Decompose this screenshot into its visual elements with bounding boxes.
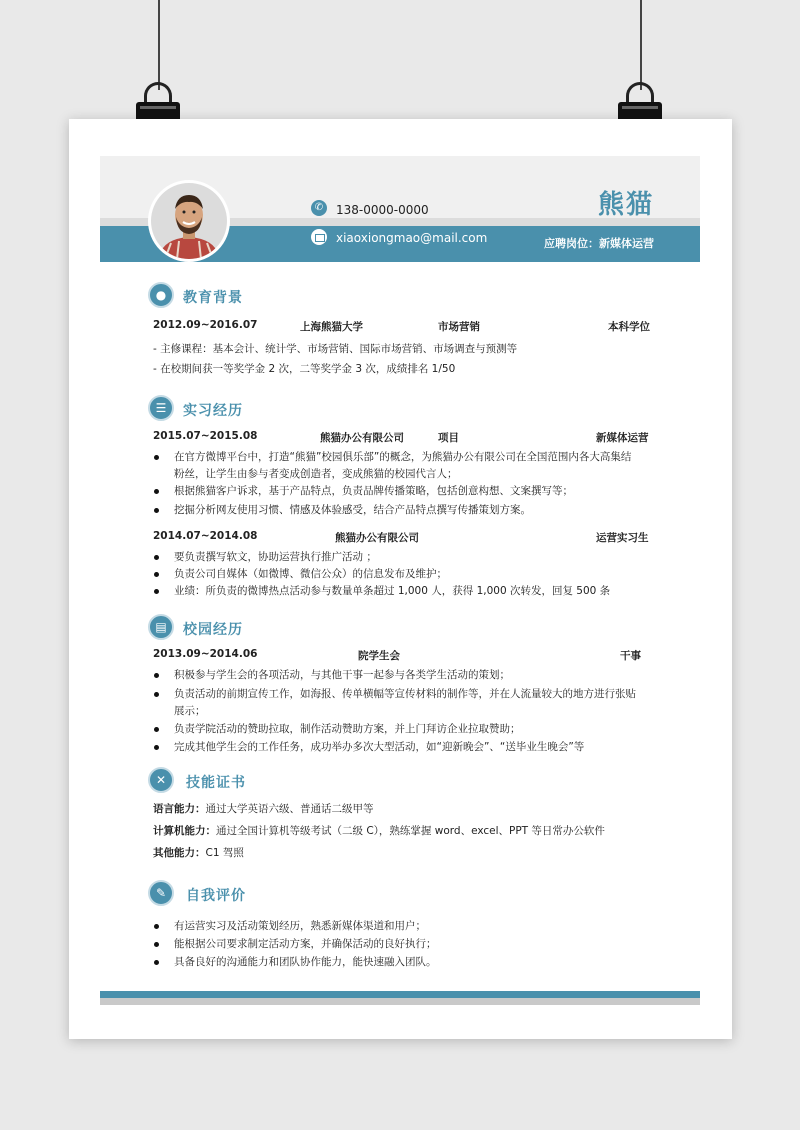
bullet-dot xyxy=(154,960,159,965)
email-address: xiaoxiongmao@mail.com xyxy=(336,231,488,245)
candidate-name: 熊猫 xyxy=(597,190,654,220)
job1-company: 熊猫办公有限公司 xyxy=(320,432,404,444)
job1-bullet-3: 挖掘分析网友使用习惯、情感及体验感受，结合产品特点撰写传播策划方案。 xyxy=(174,504,531,516)
job1-role: 新媒体运营 xyxy=(596,432,649,444)
list-icon: ☰ xyxy=(148,395,174,421)
job2-bullet-3: 业绩：所负责的微博热点活动参与数量单条超过 1,000 人，获得 1,000 次转发，回复 500 条 xyxy=(174,585,611,597)
job2-bullet-1: 要负责撰写软文，协助运营执行推广活动 ； xyxy=(174,551,377,563)
skill-language-value: 通过大学英语六级、普通话二级甲等 xyxy=(205,803,374,815)
job1-bullet-2: 根据熊猫客户诉求，基于产品特点，负责品牌传播策略，包括创意构想、文案撰写等； xyxy=(174,485,573,497)
job2-role: 运营实习生 xyxy=(596,532,649,544)
skill-other-value: C1 驾照 xyxy=(205,847,244,859)
self-eval-bullet-1: 有运营实习及活动策划经历，熟悉新媒体渠道和用户； xyxy=(174,920,426,932)
section-title-internship: 实习经历 xyxy=(183,403,243,419)
bullet-dot xyxy=(154,589,159,594)
footer-bar-gray xyxy=(100,998,700,1005)
bullet-dot xyxy=(154,489,159,494)
phone-icon: ✆ xyxy=(311,200,327,216)
job1-type: 项目 xyxy=(438,432,459,444)
job2-bullet-2: 负责公司自媒体（如微博、微信公众）的信息发布及维护； xyxy=(174,568,447,580)
job1-bullet-1-line-1: 在官方微博平台中，打造“熊猫”校园俱乐部”的概念，为熊猫办公有限公司在全国范围内各大高集结 xyxy=(174,451,632,463)
campus-bullet-3: 负责学院活动的赞助拉取，制作活动赞助方案，并上门拜访企业拉取赞助； xyxy=(174,723,521,735)
hanging-wire-left xyxy=(158,0,160,90)
edu-degree: 本科学位 xyxy=(608,321,650,333)
edu-school: 上海熊猫大学 xyxy=(300,321,363,333)
bullet-dot xyxy=(154,455,159,460)
document-icon: ▤ xyxy=(148,614,174,640)
self-eval-bullet-2: 能根据公司要求制定活动方案，并确保活动的良好执行； xyxy=(174,938,437,950)
campus-bullet-4: 完成其他学生会的工作任务，成功举办多次大型活动，如“迎新晚会”、“送毕业生晚会”等 xyxy=(174,741,585,753)
bullet-dot xyxy=(154,673,159,678)
section-title-skills: 技能证书 xyxy=(186,775,246,791)
job-intent: 应聘岗位：新媒体运营 xyxy=(544,237,654,250)
edu-major: 市场营销 xyxy=(438,321,480,333)
footer-bar-accent xyxy=(100,991,700,998)
skill-computer-value: 通过全国计算机等级考试（二级 C），熟练掌握 word、excel、PPT 等日常办公软件 xyxy=(216,825,605,837)
campus-bullet-2-line-2: 展示； xyxy=(174,705,206,717)
avatar xyxy=(148,180,230,262)
bullet-dot xyxy=(154,942,159,947)
skill-computer-label: 计算机能力： xyxy=(153,825,216,837)
skill-computer xyxy=(153,823,605,838)
skill-language xyxy=(153,801,374,816)
skill-other xyxy=(153,845,244,860)
section-title-education: 教育背景 xyxy=(183,290,243,306)
section-title-campus: 校园经历 xyxy=(183,622,243,638)
job2-company: 熊猫办公有限公司 xyxy=(335,532,419,544)
bullet-dot xyxy=(154,924,159,929)
bullet-dot xyxy=(154,555,159,560)
tools-icon: ✕ xyxy=(148,767,174,793)
edu-date: 2012.09~2016.07 xyxy=(153,319,258,331)
pen-icon: ✎ xyxy=(148,880,174,906)
phone-number: 138-0000-0000 xyxy=(336,203,429,217)
job1-bullet-1-line-2: 粉丝，让学生由参与者变成创造者，变成熊猫的校园代言人； xyxy=(174,468,458,480)
bullet-dot xyxy=(154,745,159,750)
edu-line-courses: - 主修课程：基本会计、统计学、市场营销、国际市场营销、市场调查与预测等 xyxy=(153,343,518,355)
hanging-wire-right xyxy=(640,0,642,90)
job1-date: 2015.07~2015.08 xyxy=(153,430,258,442)
job2-date: 2014.07~2014.08 xyxy=(153,530,258,542)
person-icon: ● xyxy=(148,282,174,308)
skill-other-label: 其他能力： xyxy=(153,847,206,859)
bullet-dot xyxy=(154,727,159,732)
campus-date: 2013.09~2014.06 xyxy=(153,648,258,660)
self-eval-bullet-3: 具备良好的沟通能力和团队协作能力，能快速融入团队。 xyxy=(174,956,437,968)
bullet-dot xyxy=(154,692,159,697)
edu-line-awards: - 在校期间获一等奖学金 2 次，二等奖学金 3 次，成绩排名 1/50 xyxy=(153,363,456,375)
campus-org: 院学生会 xyxy=(358,650,400,662)
bullet-dot xyxy=(154,572,159,577)
campus-role: 干事 xyxy=(620,650,641,662)
mail-icon xyxy=(311,229,327,245)
campus-bullet-2-line-1: 负责活动的前期宣传工作，如海报、传单横幅等宣传材料的制作等，并在人流量较大的地方进行张贴 xyxy=(174,688,636,700)
bullet-dot xyxy=(154,508,159,513)
skill-language-label: 语言能力： xyxy=(153,803,206,815)
campus-bullet-1: 积极参与学生会的各项活动，与其他干事一起参与各类学生活动的策划； xyxy=(174,669,510,681)
section-title-self-evaluation: 自我评价 xyxy=(186,888,246,904)
